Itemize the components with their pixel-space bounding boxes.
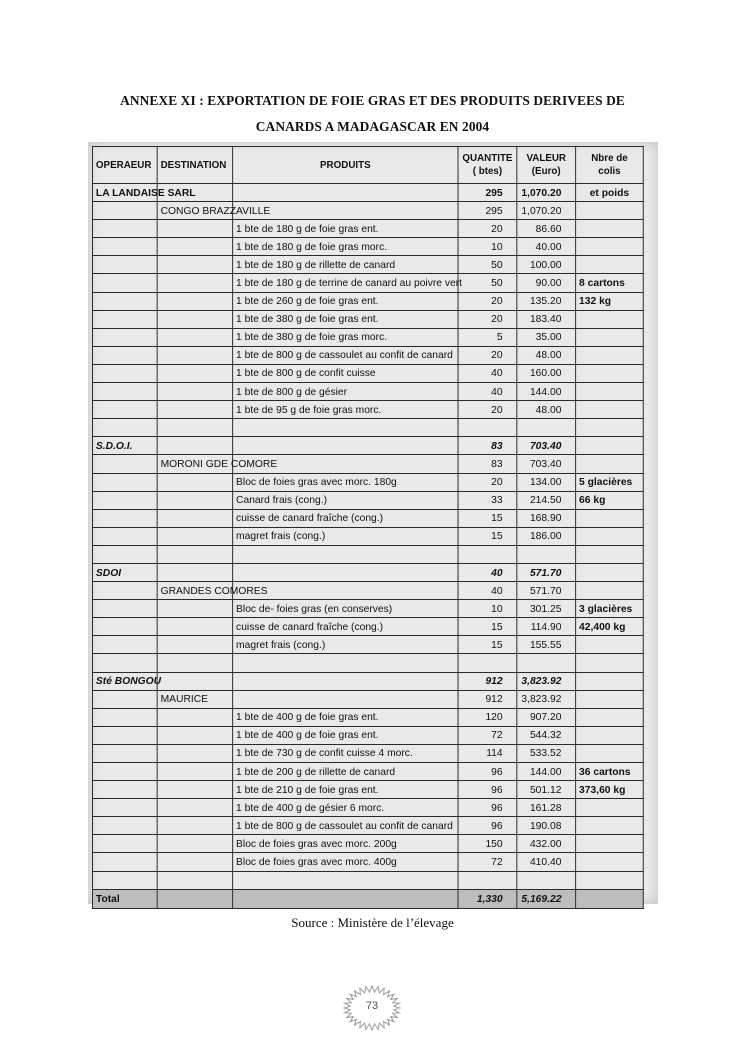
cell-produit (233, 563, 458, 581)
cell-destination (157, 600, 232, 618)
cell-colis (576, 853, 644, 871)
cell-valeur: 1,070.20 (517, 184, 576, 202)
cell-operateur (92, 708, 157, 726)
cell-produit: 1 bte de 210 g de foie gras ent. (233, 781, 458, 799)
page-number: 73 (365, 1000, 379, 1012)
cell-valeur: 135.20 (517, 292, 576, 310)
cell-destination (157, 708, 232, 726)
cell-colis (576, 238, 644, 256)
cell-operateur (92, 274, 157, 292)
table-row (92, 509, 643, 527)
total-quantite: 1,330 (458, 889, 517, 908)
cell-quantite: 72 (458, 726, 517, 744)
total-empty-3 (576, 889, 644, 908)
header-destination: DESTINATION (157, 147, 232, 184)
cell-produit: Bloc de foies gras avec morc. 180g (233, 473, 458, 491)
title-line-2: CANARDS A MADAGASCAR EN 2004 (255, 119, 490, 134)
cell-valeur: 432.00 (517, 835, 576, 853)
cell-valeur: 1,070.20 (517, 202, 576, 220)
table-row (92, 346, 643, 364)
cell-quantite: 114 (458, 744, 517, 762)
cell-destination (157, 437, 232, 455)
cell-destination (157, 853, 232, 871)
cell-destination (157, 328, 232, 346)
cell-operateur (92, 545, 157, 563)
cell-valeur: 144.00 (517, 383, 576, 401)
cell-destination (157, 563, 232, 581)
cell-produit: 1 bte de 800 g de gésier (233, 383, 458, 401)
cell-colis (576, 220, 644, 238)
cell-produit (233, 654, 458, 672)
header-produits: PRODUITS (233, 147, 458, 184)
table-row (92, 563, 643, 581)
cell-produit (233, 871, 458, 889)
cell-colis: 3 glacières (576, 600, 644, 618)
cell-valeur: 190.08 (517, 817, 576, 835)
table-row (92, 708, 643, 726)
cell-produit: 1 bte de 730 g de confit cuisse 4 morc. (233, 744, 458, 762)
cell-valeur: 3,823.92 (517, 672, 576, 690)
cell-quantite: 72 (458, 853, 517, 871)
cell-valeur: 86.60 (517, 220, 576, 238)
cell-quantite: 96 (458, 817, 517, 835)
cell-produit: 1 bte de 800 g de cassoulet au confit de canard (233, 817, 458, 835)
cell-produit: 1 bte de 180 g de terrine de canard au poivre vert (233, 274, 458, 292)
cell-colis: 66 kg (576, 491, 644, 509)
cell-operateur: Sté BONGOU (92, 672, 157, 690)
cell-produit: cuisse de canard fraîche (cong.) (233, 509, 458, 527)
cell-colis (576, 799, 644, 817)
total-empty-2 (233, 889, 458, 908)
cell-colis (576, 401, 644, 419)
cell-colis: 42,400 kg (576, 618, 644, 636)
cell-destination (157, 292, 232, 310)
cell-quantite: 15 (458, 618, 517, 636)
cell-quantite: 15 (458, 636, 517, 654)
table-row (92, 654, 643, 672)
cell-operateur (92, 346, 157, 364)
cell-destination (157, 618, 232, 636)
cell-valeur: 214.50 (517, 491, 576, 509)
cell-colis (576, 636, 644, 654)
cell-produit: cuisse de canard fraîche (cong.) (233, 618, 458, 636)
cell-colis (576, 835, 644, 853)
table-row (92, 527, 643, 545)
cell-operateur (92, 455, 157, 473)
cell-destination (157, 817, 232, 835)
table-row (92, 274, 643, 292)
table-row (92, 835, 643, 853)
cell-valeur: 144.00 (517, 763, 576, 781)
table-row (92, 600, 643, 618)
cell-destination: GRANDES COMORES (157, 582, 232, 600)
cell-colis (576, 744, 644, 762)
cell-operateur (92, 763, 157, 781)
cell-quantite: 40 (458, 563, 517, 581)
table-row (92, 364, 643, 382)
cell-valeur: 501.12 (517, 781, 576, 799)
cell-produit: 1 bte de 380 g de foie gras morc. (233, 328, 458, 346)
title-line-1: ANNEXE XI : EXPORTATION DE FOIE GRAS ET DES PRODUITS DERIVEES DE (120, 93, 625, 108)
cell-operateur (92, 527, 157, 545)
cell-colis: 8 cartons (576, 274, 644, 292)
cell-quantite: 20 (458, 292, 517, 310)
cell-operateur (92, 726, 157, 744)
cell-operateur (92, 419, 157, 437)
table-row (92, 310, 643, 328)
cell-quantite: 33 (458, 491, 517, 509)
cell-valeur: 410.40 (517, 853, 576, 871)
cell-quantite: 912 (458, 672, 517, 690)
cell-colis (576, 817, 644, 835)
cell-produit: 1 bte de 400 g de foie gras ent. (233, 726, 458, 744)
cell-colis: 132 kg (576, 292, 644, 310)
table-row (92, 238, 643, 256)
cell-operateur (92, 817, 157, 835)
cell-quantite: 83 (458, 437, 517, 455)
header-valeur: VALEUR (Euro) (517, 147, 576, 184)
table-row (92, 853, 643, 871)
cell-operateur (92, 292, 157, 310)
cell-produit: 1 bte de 95 g de foie gras morc. (233, 401, 458, 419)
cell-produit: 1 bte de 800 g de confit cuisse (233, 364, 458, 382)
table-row (92, 582, 643, 600)
cell-destination (157, 744, 232, 762)
cell-valeur: 186.00 (517, 527, 576, 545)
cell-operateur (92, 401, 157, 419)
cell-colis (576, 419, 644, 437)
page-title (40, 88, 705, 140)
total-row (92, 889, 643, 908)
cell-operateur (92, 600, 157, 618)
cell-produit (233, 672, 458, 690)
cell-produit: 1 bte de 200 g de rillette de canard (233, 763, 458, 781)
cell-produit: Bloc de foies gras avec morc. 400g (233, 853, 458, 871)
cell-valeur: 907.20 (517, 708, 576, 726)
cell-operateur (92, 618, 157, 636)
cell-produit: 1 bte de 400 g de foie gras ent. (233, 708, 458, 726)
cell-colis: et poids (576, 184, 644, 202)
cell-produit: 1 bte de 180 g de foie gras ent. (233, 220, 458, 238)
cell-colis (576, 527, 644, 545)
cell-colis (576, 871, 644, 889)
cell-destination (157, 238, 232, 256)
cell-operateur (92, 491, 157, 509)
cell-operateur (92, 220, 157, 238)
cell-valeur: 544.32 (517, 726, 576, 744)
cell-quantite: 96 (458, 799, 517, 817)
table-row (92, 690, 643, 708)
cell-valeur: 48.00 (517, 346, 576, 364)
cell-destination (157, 419, 232, 437)
cell-operateur: SDOI (92, 563, 157, 581)
cell-quantite: 83 (458, 455, 517, 473)
cell-produit: Bloc de- foies gras (en conserves) (233, 600, 458, 618)
cell-destination (157, 636, 232, 654)
cell-produit (233, 690, 458, 708)
cell-quantite: 50 (458, 274, 517, 292)
cell-produit: 1 bte de 800 g de cassoulet au confit de canard (233, 346, 458, 364)
cell-operateur (92, 256, 157, 274)
cell-quantite (458, 871, 517, 889)
table-row (92, 491, 643, 509)
cell-colis (576, 545, 644, 563)
cell-operateur (92, 202, 157, 220)
cell-destination (157, 799, 232, 817)
cell-quantite: 912 (458, 690, 517, 708)
cell-quantite: 40 (458, 582, 517, 600)
cell-destination (157, 763, 232, 781)
cell-destination (157, 545, 232, 563)
table-row (92, 817, 643, 835)
cell-colis (576, 346, 644, 364)
cell-colis: 373,60 kg (576, 781, 644, 799)
cell-destination (157, 220, 232, 238)
cell-operateur (92, 582, 157, 600)
cell-quantite (458, 654, 517, 672)
cell-operateur: LA LANDAISE SARL (92, 184, 157, 202)
cell-quantite: 5 (458, 328, 517, 346)
cell-destination (157, 364, 232, 382)
table-row (92, 455, 643, 473)
cell-colis (576, 364, 644, 382)
cell-destination: CONGO BRAZZAVILLE (157, 202, 232, 220)
source-note: Source : Ministère de l’élevage (291, 915, 454, 930)
cell-destination (157, 401, 232, 419)
table-row (92, 328, 643, 346)
cell-colis (576, 690, 644, 708)
cell-colis (576, 726, 644, 744)
cell-produit: 1 bte de 180 g de rillette de canard (233, 256, 458, 274)
cell-colis (576, 256, 644, 274)
cell-colis (576, 654, 644, 672)
cell-quantite: 10 (458, 238, 517, 256)
table-row (92, 220, 643, 238)
table-row (92, 636, 643, 654)
cell-destination (157, 346, 232, 364)
cell-valeur (517, 654, 576, 672)
cell-quantite: 20 (458, 473, 517, 491)
header-colis: Nbre de colis (576, 147, 644, 184)
cell-operateur (92, 853, 157, 871)
cell-operateur (92, 509, 157, 527)
table-row (92, 202, 643, 220)
cell-operateur (92, 473, 157, 491)
cell-destination (157, 310, 232, 328)
cell-valeur: 183.40 (517, 310, 576, 328)
cell-colis (576, 708, 644, 726)
cell-colis (576, 202, 644, 220)
cell-produit: 1 bte de 380 g de foie gras ent. (233, 310, 458, 328)
table-row (92, 419, 643, 437)
table-row (92, 726, 643, 744)
cell-quantite: 150 (458, 835, 517, 853)
cell-destination: MAURICE (157, 690, 232, 708)
cell-quantite: 120 (458, 708, 517, 726)
cell-quantite: 10 (458, 600, 517, 618)
cell-colis (576, 509, 644, 527)
cell-colis (576, 437, 644, 455)
cell-valeur: 160.00 (517, 364, 576, 382)
cell-produit: 1 bte de 400 g de gésier 6 morc. (233, 799, 458, 817)
table-header-row (92, 147, 643, 184)
cell-colis (576, 563, 644, 581)
table-body (92, 184, 643, 909)
cell-valeur (517, 545, 576, 563)
total-label: Total (92, 889, 157, 908)
cell-destination (157, 781, 232, 799)
cell-destination: MORONI GDE COMORE (157, 455, 232, 473)
table-row (92, 744, 643, 762)
cell-produit: 1 bte de 260 g de foie gras ent. (233, 292, 458, 310)
table-row (92, 383, 643, 401)
table-row (92, 473, 643, 491)
table-row (92, 437, 643, 455)
table-row (92, 799, 643, 817)
cell-quantite: 20 (458, 401, 517, 419)
cell-colis (576, 455, 644, 473)
table-row (92, 672, 643, 690)
cell-destination (157, 654, 232, 672)
cell-quantite: 50 (458, 256, 517, 274)
cell-operateur (92, 835, 157, 853)
cell-produit (233, 545, 458, 563)
cell-destination (157, 274, 232, 292)
cell-operateur (92, 799, 157, 817)
table-row (92, 781, 643, 799)
cell-destination (157, 509, 232, 527)
cell-destination (157, 726, 232, 744)
cell-produit (233, 419, 458, 437)
cell-produit: magret frais (cong.) (233, 636, 458, 654)
table-row (92, 256, 643, 274)
cell-quantite: 15 (458, 527, 517, 545)
cell-quantite: 295 (458, 202, 517, 220)
cell-valeur: 155.55 (517, 636, 576, 654)
cell-quantite: 15 (458, 509, 517, 527)
cell-produit (233, 437, 458, 455)
cell-operateur (92, 364, 157, 382)
header-operateur: OPERAEUR (92, 147, 157, 184)
cell-valeur (517, 871, 576, 889)
cell-destination (157, 527, 232, 545)
cell-valeur: 35.00 (517, 328, 576, 346)
total-empty-1 (157, 889, 232, 908)
cell-operateur (92, 383, 157, 401)
cell-colis (576, 328, 644, 346)
cell-colis (576, 383, 644, 401)
cell-valeur: 114.90 (517, 618, 576, 636)
cell-operateur (92, 744, 157, 762)
cell-valeur (517, 419, 576, 437)
header-quantite: QUANTITE ( btes) (458, 147, 517, 184)
cell-produit: magret frais (cong.) (233, 527, 458, 545)
cell-valeur: 134.00 (517, 473, 576, 491)
cell-operateur (92, 690, 157, 708)
table-row (92, 618, 643, 636)
cell-valeur: 703.40 (517, 455, 576, 473)
cell-colis: 5 glacières (576, 473, 644, 491)
cell-quantite: 20 (458, 220, 517, 238)
cell-quantite: 40 (458, 383, 517, 401)
cell-produit: 1 bte de 180 g de foie gras morc. (233, 238, 458, 256)
cell-valeur: 168.90 (517, 509, 576, 527)
cell-operateur: S.D.O.I. (92, 437, 157, 455)
cell-valeur: 40.00 (517, 238, 576, 256)
cell-destination (157, 835, 232, 853)
table-row (92, 545, 643, 563)
cell-operateur (92, 781, 157, 799)
cell-operateur (92, 636, 157, 654)
cell-quantite (458, 545, 517, 563)
cell-produit: Canard frais (cong.) (233, 491, 458, 509)
cell-colis (576, 672, 644, 690)
cell-valeur: 533.52 (517, 744, 576, 762)
cell-quantite: 20 (458, 346, 517, 364)
cell-valeur: 48.00 (517, 401, 576, 419)
cell-destination (157, 256, 232, 274)
table-row (92, 763, 643, 781)
cell-valeur: 90.00 (517, 274, 576, 292)
page-number-badge (342, 985, 402, 1031)
cell-destination (157, 672, 232, 690)
table-row (92, 184, 643, 202)
total-valeur: 5,169.22 (517, 889, 576, 908)
cell-valeur: 161.28 (517, 799, 576, 817)
cell-operateur (92, 871, 157, 889)
table-row (92, 871, 643, 889)
cell-produit (233, 184, 458, 202)
cell-quantite: 20 (458, 310, 517, 328)
cell-valeur: 3,823.92 (517, 690, 576, 708)
cell-quantite: 96 (458, 781, 517, 799)
cell-valeur: 571.70 (517, 563, 576, 581)
cell-colis (576, 582, 644, 600)
cell-destination (157, 473, 232, 491)
cell-operateur (92, 238, 157, 256)
cell-quantite: 295 (458, 184, 517, 202)
cell-valeur: 301.25 (517, 600, 576, 618)
cell-operateur (92, 654, 157, 672)
cell-quantite (458, 419, 517, 437)
cell-valeur: 100.00 (517, 256, 576, 274)
cell-destination (157, 491, 232, 509)
table-row (92, 292, 643, 310)
cell-valeur: 571.70 (517, 582, 576, 600)
cell-valeur: 703.40 (517, 437, 576, 455)
cell-colis (576, 310, 644, 328)
cell-quantite: 40 (458, 364, 517, 382)
cell-destination (157, 871, 232, 889)
export-table (92, 146, 644, 909)
cell-produit: Bloc de foies gras avec morc. 200g (233, 835, 458, 853)
table-row (92, 401, 643, 419)
cell-operateur (92, 310, 157, 328)
cell-operateur (92, 328, 157, 346)
cell-destination (157, 383, 232, 401)
cell-quantite: 96 (458, 763, 517, 781)
cell-colis: 36 cartons (576, 763, 644, 781)
